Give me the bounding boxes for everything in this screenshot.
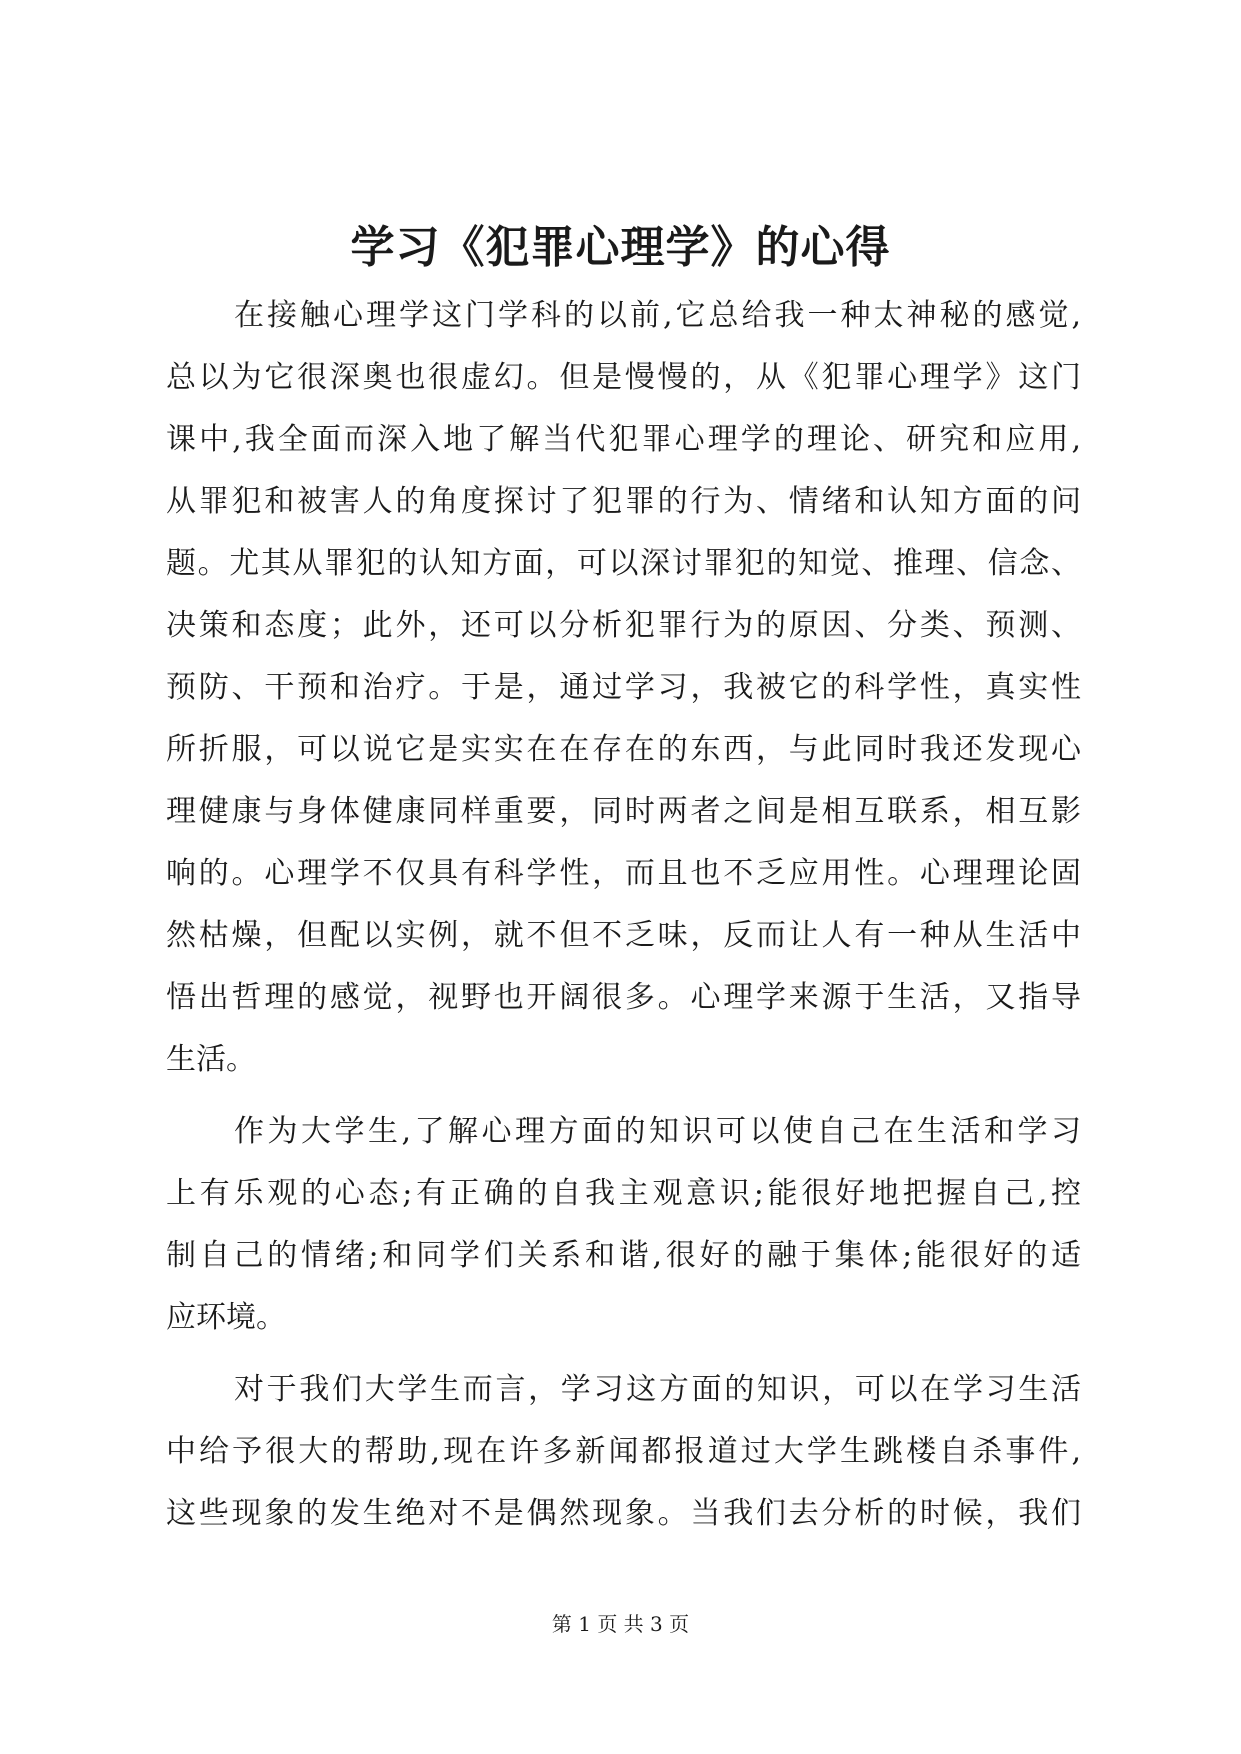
text-line: 响的。心理学不仅具有科学性，而且也不乏应用性。心理理论固 [166,856,1081,891]
text-line: 制自己的情绪;和同学们关系和谐,很好的融于集体;能很好的适 [166,1238,1081,1273]
text-line: 理健康与身体健康同样重要，同时两者之间是相互联系，相互影 [166,794,1081,829]
text-line: 在接触心理学这门学科的以前,它总给我一种太神秘的感觉, [234,298,1081,333]
text-line: 应环境。 [166,1300,286,1335]
paragraph-1 [166,285,1081,1091]
paragraph-2 [166,1101,1081,1349]
text-line: 作为大学生,了解心理方面的知识可以使自己在生活和学习 [234,1114,1081,1149]
document-title: 学习《犯罪心理学》的心得 [350,222,891,273]
text-line: 课中,我全面而深入地了解当代犯罪心理学的理论、研究和应用, [166,422,1081,457]
text-line: 然枯燥，但配以实例，就不但不乏味，反而让人有一种从生活中 [166,918,1081,953]
text-line: 这些现象的发生绝对不是偶然现象。当我们去分析的时候，我们 [166,1496,1081,1531]
text-line: 总以为它很深奥也很虚幻。但是慢慢的，从《犯罪心理学》这门 [166,360,1081,395]
text-line: 决策和态度；此外，还可以分析犯罪行为的原因、分类、预测、 [166,608,1081,643]
document-body [166,285,1081,1545]
paragraph-3 [166,1359,1081,1545]
text-line: 中给予很大的帮助,现在许多新闻都报道过大学生跳楼自杀事件, [166,1434,1081,1469]
text-line: 所折服，可以说它是实实在在存在的东西，与此同时我还发现心 [166,732,1081,767]
text-line: 题。尤其从罪犯的认知方面，可以深讨罪犯的知觉、推理、信念、 [166,546,1081,581]
text-line: 生活。 [166,1042,256,1077]
text-line: 上有乐观的心态;有正确的自我主观意识;能很好地把握自己,控 [166,1176,1081,1211]
page-number-label: 第 1 页 共 3 页 [551,1612,690,1636]
text-line: 对于我们大学生而言，学习这方面的知识，可以在学习生活 [234,1372,1081,1407]
text-line: 预防、干预和治疗。于是，通过学习，我被它的科学性，真实性 [166,670,1081,705]
page-footer [0,1610,1241,1638]
text-line: 从罪犯和被害人的角度探讨了犯罪的行为、情绪和认知方面的问 [166,484,1081,519]
text-line: 悟出哲理的感觉，视野也开阔很多。心理学来源于生活，又指导 [166,980,1081,1015]
